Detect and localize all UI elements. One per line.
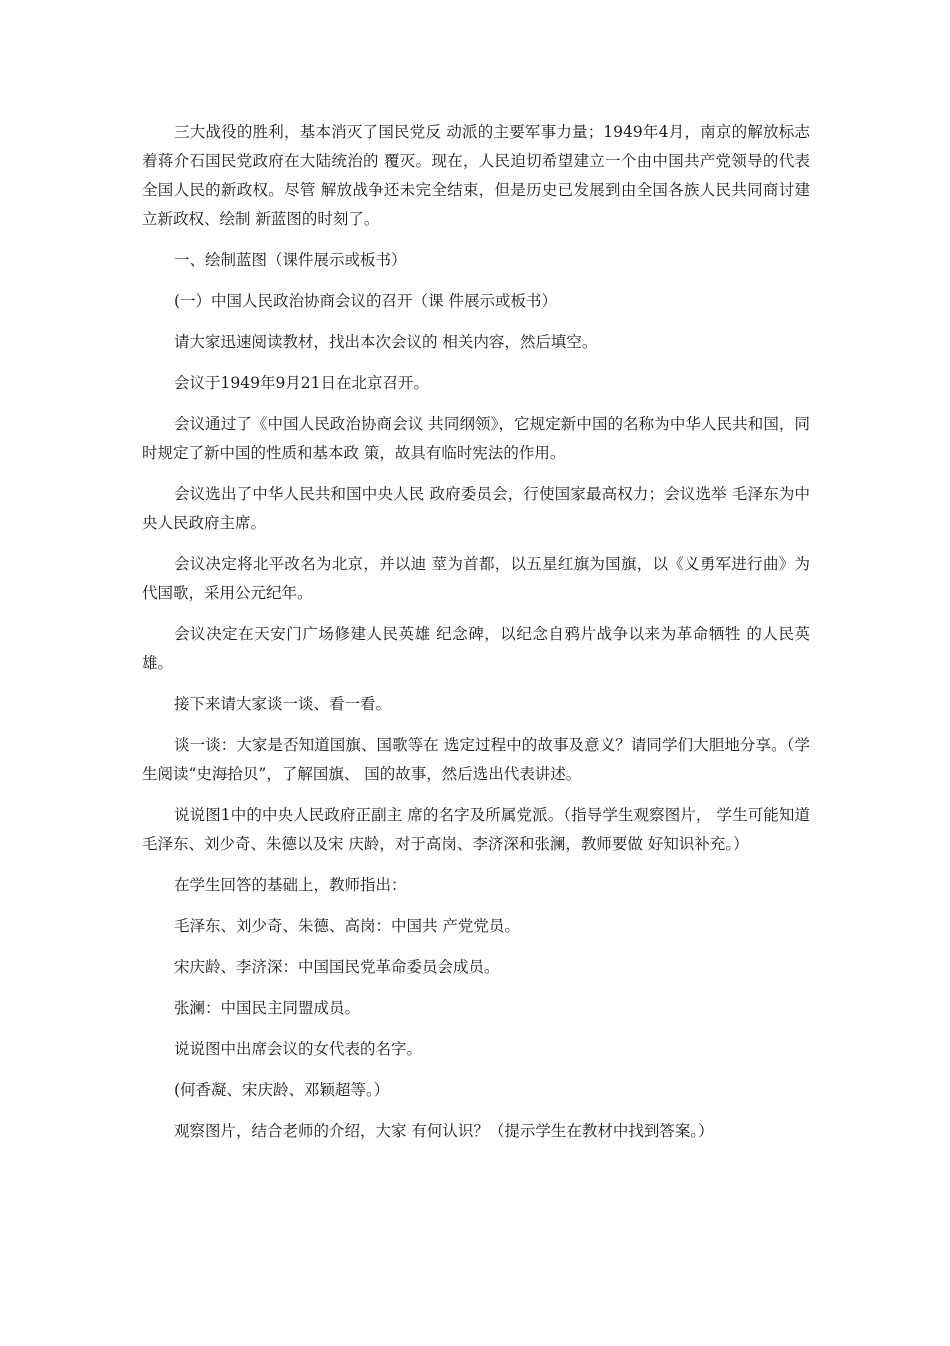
paragraph-women-answer: (何香凝、宋庆龄、邓颖超等。） [174, 1081, 390, 1099]
paragraph-kmt-rev-members: 宋庆龄、李济深：中国国民党革命委员会成员。 [174, 958, 500, 976]
paragraph-women-question: 说说图中出席会议的女代表的名字。 [174, 1040, 423, 1058]
document-body [142, 118, 810, 1158]
paragraph-meeting-date: 会议于1949年9月21日在北京召开。 [174, 374, 430, 392]
paragraph-government-committee: 会议选出了中华人民共和国中央人民 政府委员会，行使国家最高权力；会议选举 毛泽东为中央人民政府主席。 [142, 485, 810, 532]
paragraph-teacher-points: 在学生回答的基础上，教师指出： [174, 876, 407, 894]
paragraph-monument: 会议决定在天安门广场修建人民英雄 纪念碑，以纪念自鸦片战争以来为革命牺牲 的人民英雄。 [142, 625, 810, 672]
section-heading: 一、绘制蓝图（课件展示或板书） [174, 251, 407, 269]
paragraph-capital-flag-anthem: 会议决定将北平改名为北京，并以迪 莖为首都，以五星红旗为国旗，以《义勇军进行曲》为代国歌，采用公元纪年。 [142, 555, 810, 602]
paragraph-intro: 三大战役的胜利，基本消灭了国民党反 动派的主要军事力量；1949年4月，南京的解放标志着蒋介石国民党政府在大陆统治的 覆灭。现在，人民迫切希望建立一个由中国共产党领导的代表全国人民的新政权。尽管 解放战争还未完全结束，但是历史已发展到由全国各族人民共同商讨建立新政权、绘制 新蓝图的时刻了。 [142, 123, 810, 228]
subsection-heading: (一）中国人民政治协商会议的召开（课 件展示或板书） [174, 292, 557, 310]
paragraph-discussion: 谈一谈：大家是否知道国旗、国歌等在 选定过程中的故事及意义？请同学们大胆地分享。（学生阅读“史海拾贝”，了解国旗、 国的故事，然后选出代表讲述。 [142, 736, 810, 783]
paragraph-observe: 观察图片，结合老师的介绍，大家 有何认识？（提示学生在教材中找到答案。） [174, 1122, 714, 1140]
paragraph-transition: 接下来请大家谈一谈、看一看。 [174, 695, 392, 713]
paragraph-common-program: 会议通过了《中国人民政治协商会议 共同纲领》，它规定新中国的名称为中华人民共和国，同时规定了新中国的性质和基本政 策，故具有临时宪法的作用。 [142, 415, 810, 462]
paragraph-instruction: 请大家迅速阅读教材，找出本次会议的 相关内容，然后填空。 [174, 333, 598, 351]
paragraph-leaders-question: 说说图1中的中央人民政府正副主 席的名字及所属党派。（指导学生观察图片， 学生可能知道毛泽东、刘少奇、朱德以及宋 庆龄，对于高岗、李济深和张澜，教师要做 好知识补充。） [142, 806, 810, 853]
paragraph-democratic-league: 张澜：中国民主同盟成员。 [174, 999, 361, 1017]
paragraph-ccp-members: 毛泽东、刘少奇、朱德、高岗：中国共 产党党员。 [174, 917, 520, 935]
